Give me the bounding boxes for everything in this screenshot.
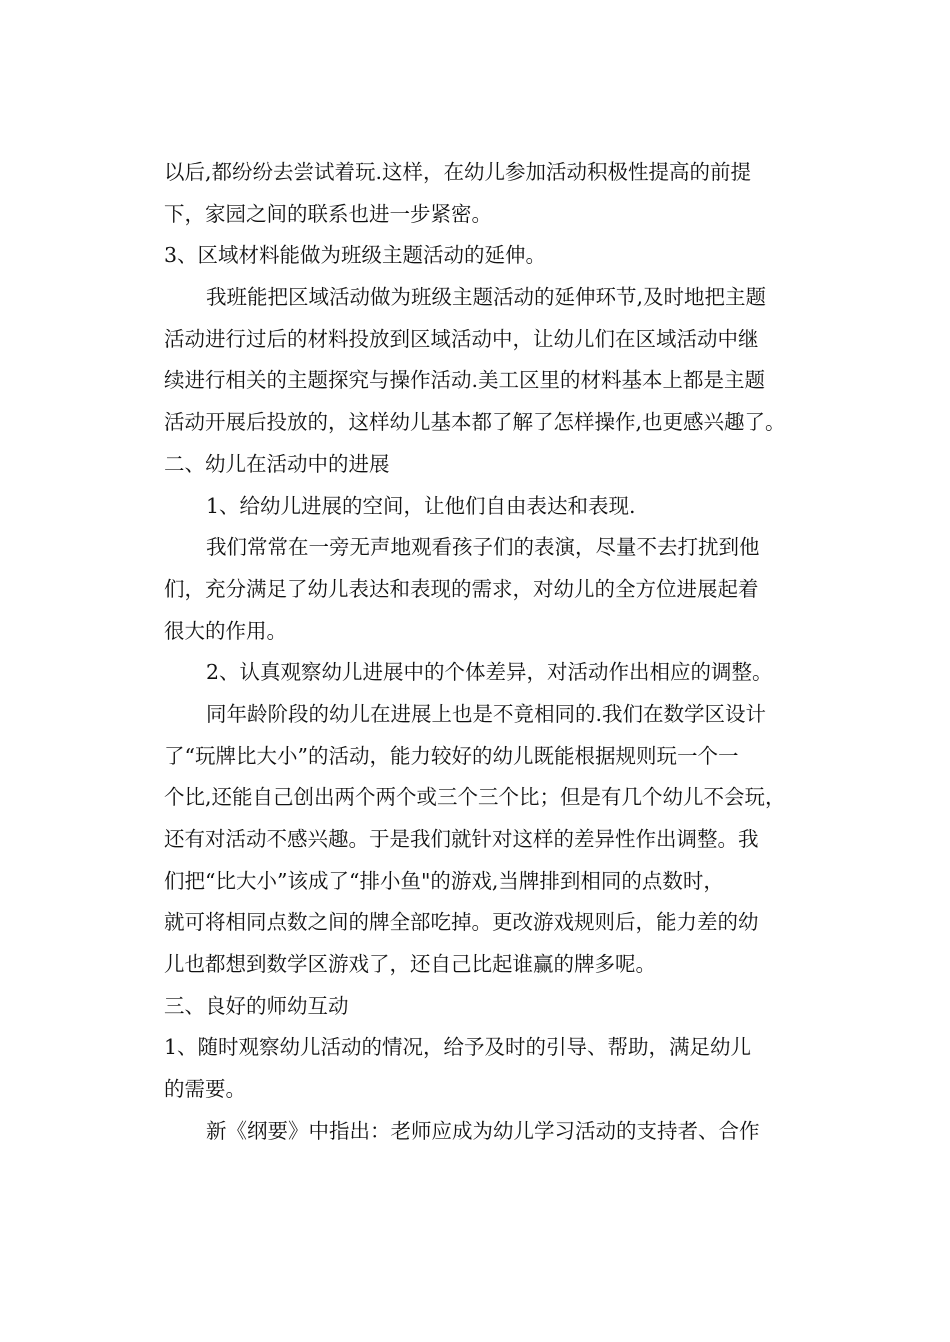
text-line: 3、区域材料能做为班级主题活动的延伸。 — [164, 243, 547, 268]
text-line: 三、良好的师幼互动 — [164, 993, 349, 1018]
text-line: 活动开展后投放的，这样幼儿基本都了解了怎样操作,也更感兴趣了。 — [164, 410, 786, 435]
text-line: 二、幼儿在活动中的进展 — [164, 451, 390, 476]
text-line: 续进行相关的主题探究与操作活动.美工区里的材料基本上都是主题 — [164, 368, 766, 393]
body-text — [164, 152, 824, 1153]
text-line: 的需要。 — [164, 1077, 246, 1102]
text-line: 新《纲要》中指出：老师应成为幼儿学习活动的支持者、合作 — [206, 1118, 760, 1143]
text-line: 们，充分满足了幼儿表达和表现的需求，对幼儿的全方位进展起着 — [164, 576, 759, 601]
text-line: 1、随时观察幼儿活动的情况，给予及时的引导、帮助，满足幼儿 — [164, 1035, 752, 1060]
text-line: 1、给幼儿进展的空间，让他们自由表达和表现. — [206, 493, 636, 518]
text-line: 同年龄阶段的幼儿在进展上也是不竟相同的.我们在数学区设计 — [206, 701, 767, 726]
text-line: 下，家园之间的联系也进一步紧密。 — [164, 201, 492, 226]
text-line: 我班能把区域活动做为班级主题活动的延伸环节,及时地把主题 — [206, 285, 767, 310]
text-line: 2、认真观察幼儿进展中的个体差异，对活动作出相应的调整。 — [206, 660, 773, 685]
text-line: 以后,都纷纷去尝试着玩.这样，在幼儿参加活动积极性提高的前提 — [164, 160, 752, 184]
text-line: 我们常常在一旁无声地观看孩子们的表演，尽量不去打扰到他 — [206, 535, 760, 560]
text-line: 很大的作用。 — [164, 618, 287, 643]
text-line: 儿也都想到数学区游戏了，还自己比起谁赢的牌多呢。 — [164, 952, 656, 977]
text-line: 活动进行过后的材料投放到区域活动中，让幼儿们在区域活动中继 — [164, 326, 759, 351]
text-line: 个比,还能自己创出两个两个或三个三个比；但是有几个幼儿不会玩， — [164, 785, 786, 810]
text-line: 就可将相同点数之间的牌全部吃掉。更改游戏规则后，能力差的幼 — [164, 910, 759, 935]
text-line: 还有对活动不感兴趣。于是我们就针对这样的差异性作出调整。我 — [164, 827, 759, 851]
text-line: 们把“比大小”该成了“排小鱼"的游戏,当牌排到相同的点数时， — [164, 868, 724, 893]
text-line: 了“玩牌比大小”的活动，能力较好的幼儿既能根据规则玩一个一 — [164, 743, 739, 768]
